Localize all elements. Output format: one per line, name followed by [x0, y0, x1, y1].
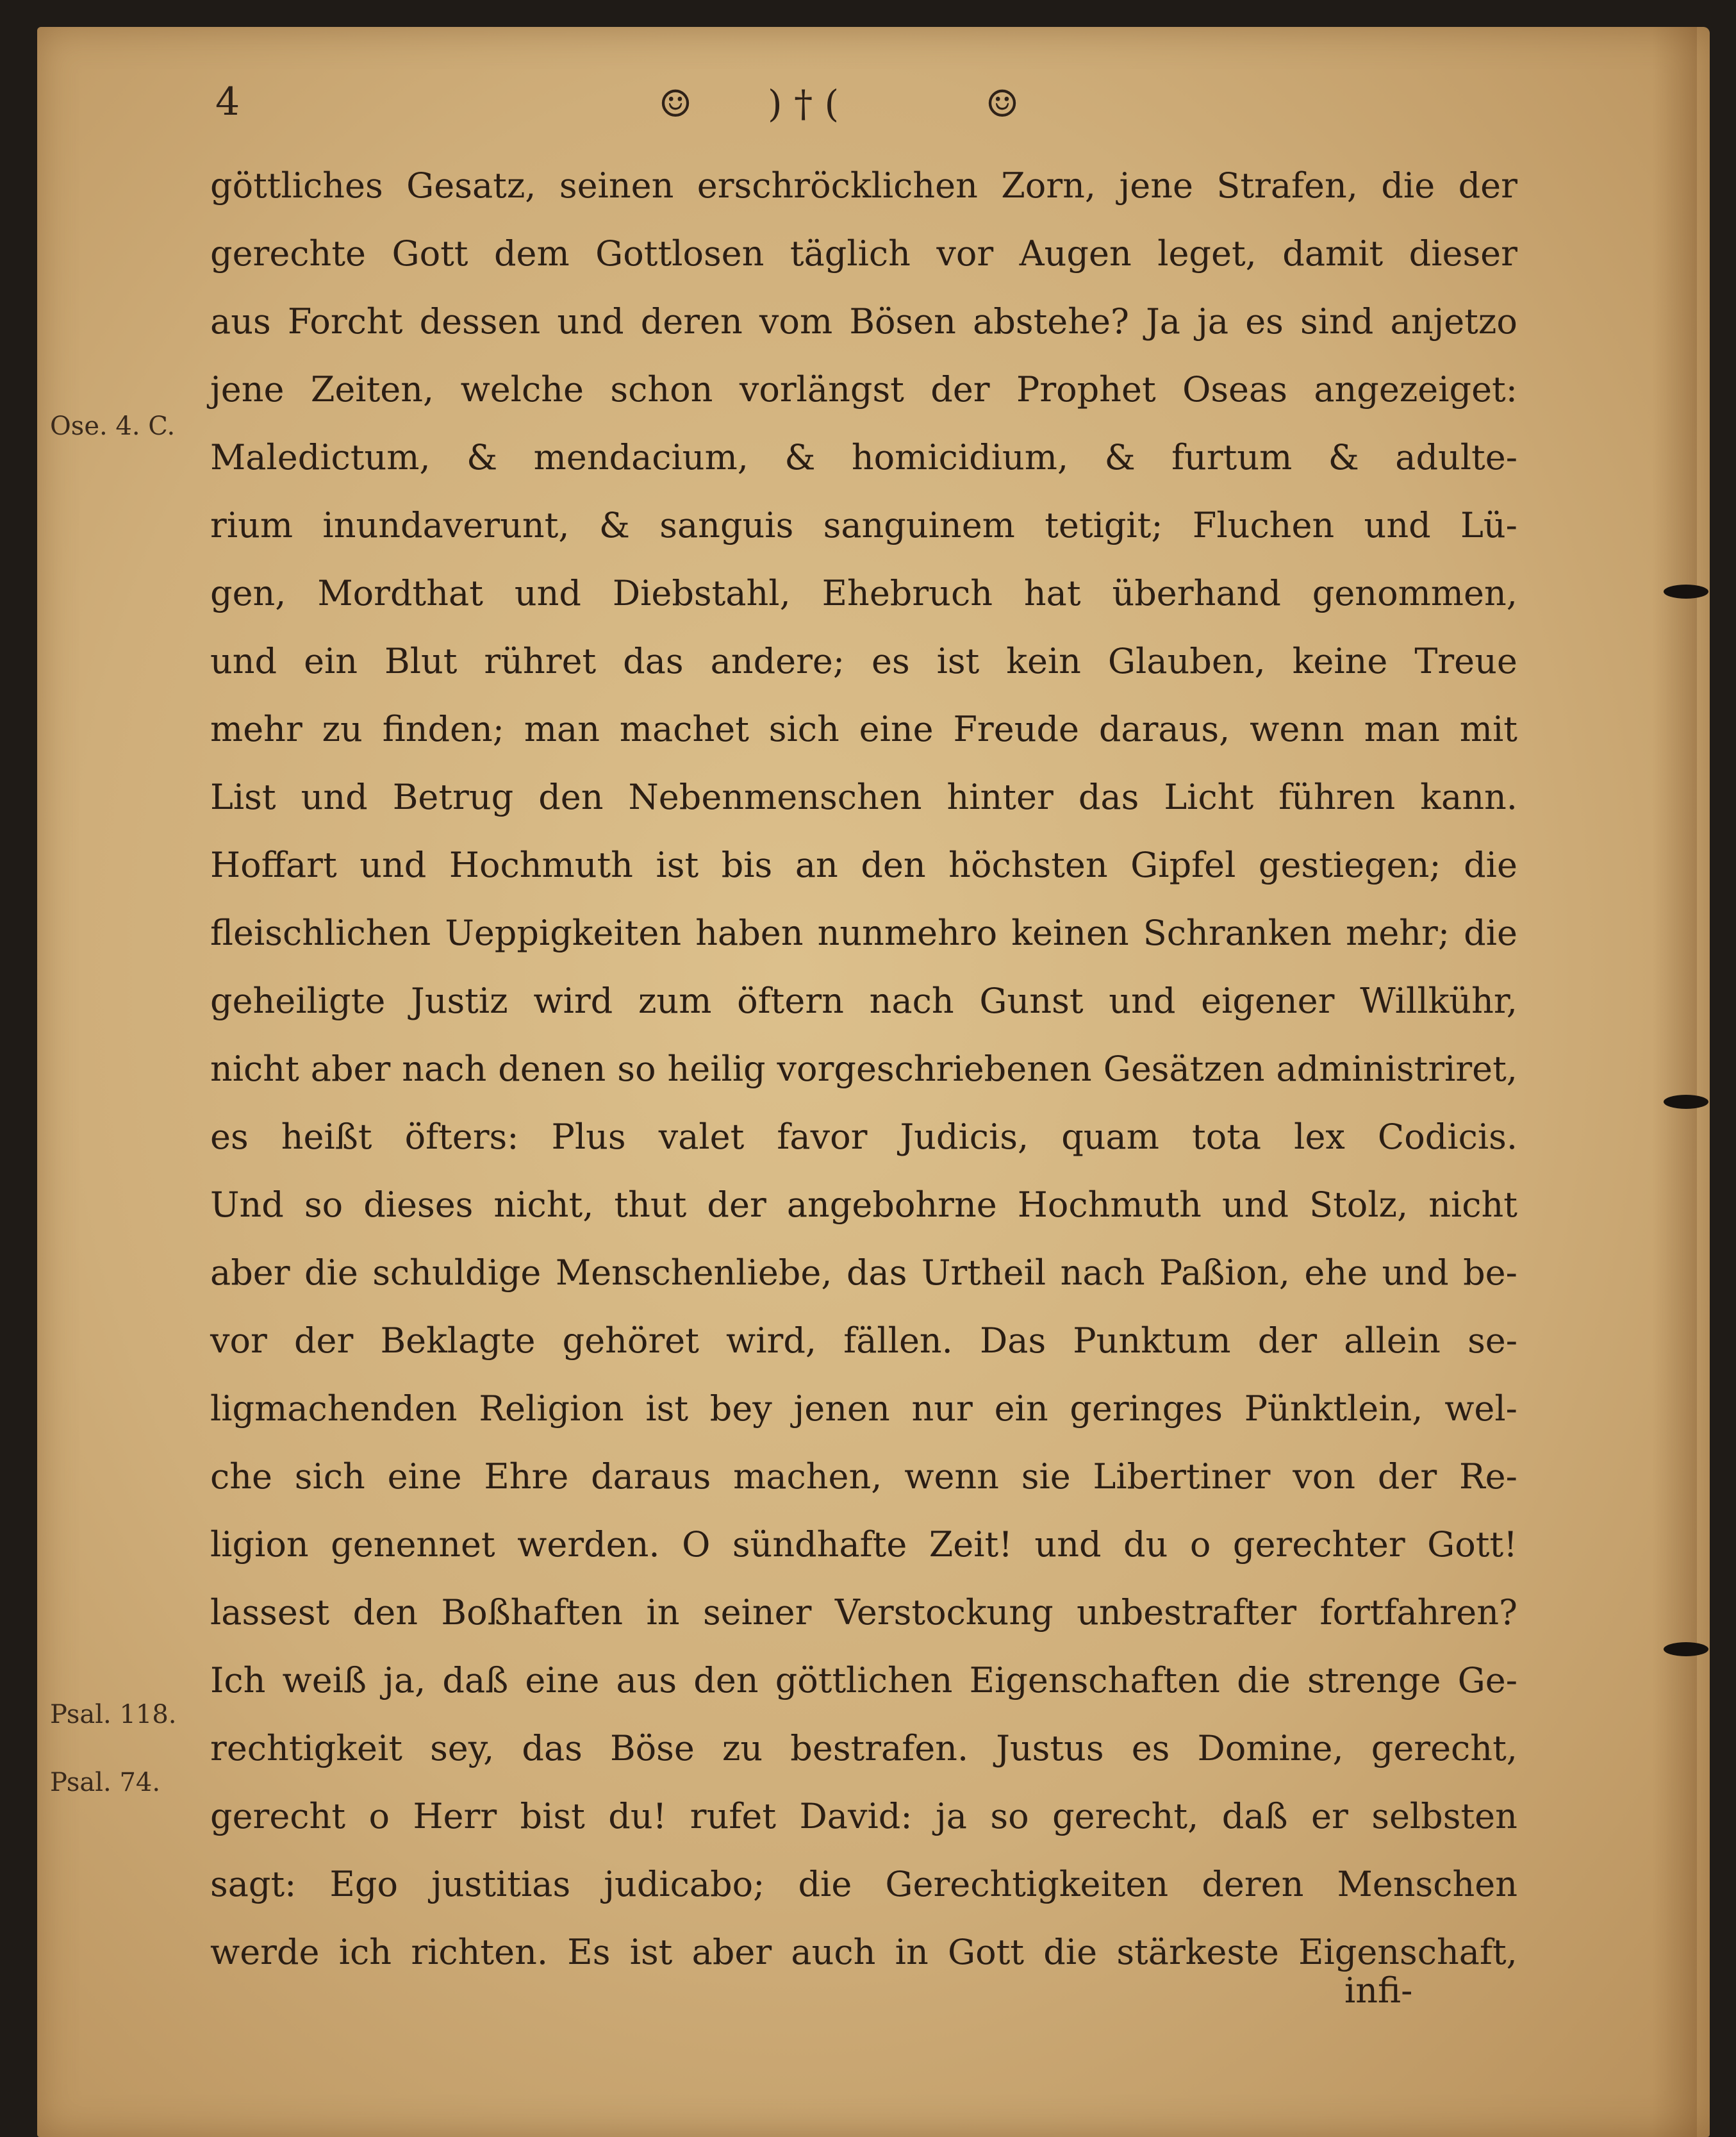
binding-hole — [1664, 585, 1708, 599]
text-line: Hoffart und Hochmuth ist bis an den höchsten Gipfel gestiegen; die — [210, 845, 1517, 885]
text-line: geheiligte Justiz wird zum öftern nach Gunst und eigener Willkühr, — [210, 981, 1517, 1021]
text-line: und ein Blut rühret das andere; es ist kein Glauben, keine Treue — [210, 641, 1517, 681]
catchword: infi- — [1344, 1970, 1413, 2011]
text-line: gerecht o Herr bist du! rufet David: ja so gerecht, daß er selbsten — [210, 1796, 1517, 1836]
text-line: Maledictum, & mendacium, & homicidium, & furtum & adulte- — [210, 437, 1517, 478]
text-line: werde ich richten. Es ist aber auch in Gott die stärkeste Eigenschaft, — [210, 1932, 1517, 1972]
text-line: che sich eine Ehre daraus machen, wenn sie Libertiner von der Re- — [210, 1456, 1517, 1497]
binding-hole — [1664, 1642, 1708, 1656]
text-line: gen, Mordthat und Diebstahl, Ehebruch hat überhand genommen, — [210, 573, 1517, 613]
text-line: List und Betrug den Nebenmenschen hinter das Licht führen kann. — [210, 777, 1517, 817]
document-page — [37, 27, 1710, 2137]
binding-hole — [1664, 1095, 1708, 1109]
text-line: mehr zu finden; man machet sich eine Freude daraus, wenn man mit — [210, 709, 1517, 749]
text-line: aber die schuldige Menschenliebe, das Urtheil nach Paßion, ehe und be- — [210, 1252, 1517, 1293]
margin-note-ose: Ose. 4. C. — [50, 412, 176, 441]
text-line: sagt: Ego justitias judicabo; die Gerechtigkeiten deren Menschen — [210, 1864, 1517, 1904]
text-line: rium inundaverunt, & sanguis sanguinem tetigit; Fluchen und Lü- — [210, 505, 1517, 545]
text-line: nicht aber nach denen so heilig vorgeschriebenen Gesätzen administriret, — [210, 1049, 1517, 1089]
text-line: ligion genennet werden. O sündhafte Zeit! und du o gerechter Gott! — [210, 1524, 1517, 1565]
text-line: rechtigkeit sey, das Böse zu bestrafen. Justus es Domine, gerecht, — [210, 1728, 1517, 1768]
text-line: ligmachenden Religion ist bey jenen nur ein geringes Pünktlein, wel- — [210, 1388, 1517, 1429]
cherub-ornament-right-icon: ☺ — [986, 82, 1019, 126]
cross-ornament: ) † ( — [768, 82, 839, 126]
margin-note-psal-74: Psal. 74. — [50, 1768, 161, 1797]
text-line: lassest den Boßhaften in seiner Verstockung unbestrafter fortfahren? — [210, 1592, 1517, 1633]
text-line: aus Forcht dessen und deren vom Bösen abstehe? Ja ja es sind anjetzo — [210, 301, 1517, 342]
text-line: gerechte Gott dem Gottlosen täglich vor Augen leget, damit dieser — [210, 233, 1517, 274]
text-line: Und so dieses nicht, thut der angebohrne Hochmuth und Stolz, nicht — [210, 1185, 1517, 1225]
body-text — [210, 152, 1517, 1986]
cherub-ornament-left-icon: ☺ — [659, 82, 692, 126]
text-line: Ich weiß ja, daß eine aus den göttlichen Eigenschaften die strenge Ge- — [210, 1660, 1517, 1700]
binding-stain — [1652, 27, 1697, 2137]
page-header — [37, 79, 1710, 137]
text-line: göttliches Gesatz, seinen erschröcklichen Zorn, jene Strafen, die der — [210, 165, 1517, 206]
text-line: jene Zeiten, welche schon vorlängst der Prophet Oseas angezeiget: — [210, 369, 1517, 410]
text-line: vor der Beklagte gehöret wird, fällen. Das Punktum der allein se- — [210, 1320, 1517, 1361]
text-line: es heißt öfters: Plus valet favor Judicis, quam tota lex Codicis. — [210, 1117, 1517, 1157]
page-number: 4 — [215, 79, 240, 124]
text-line: fleischlichen Ueppigkeiten haben nunmehro keinen Schranken mehr; die — [210, 913, 1517, 953]
margin-note-psal-118: Psal. 118. — [50, 1700, 177, 1729]
